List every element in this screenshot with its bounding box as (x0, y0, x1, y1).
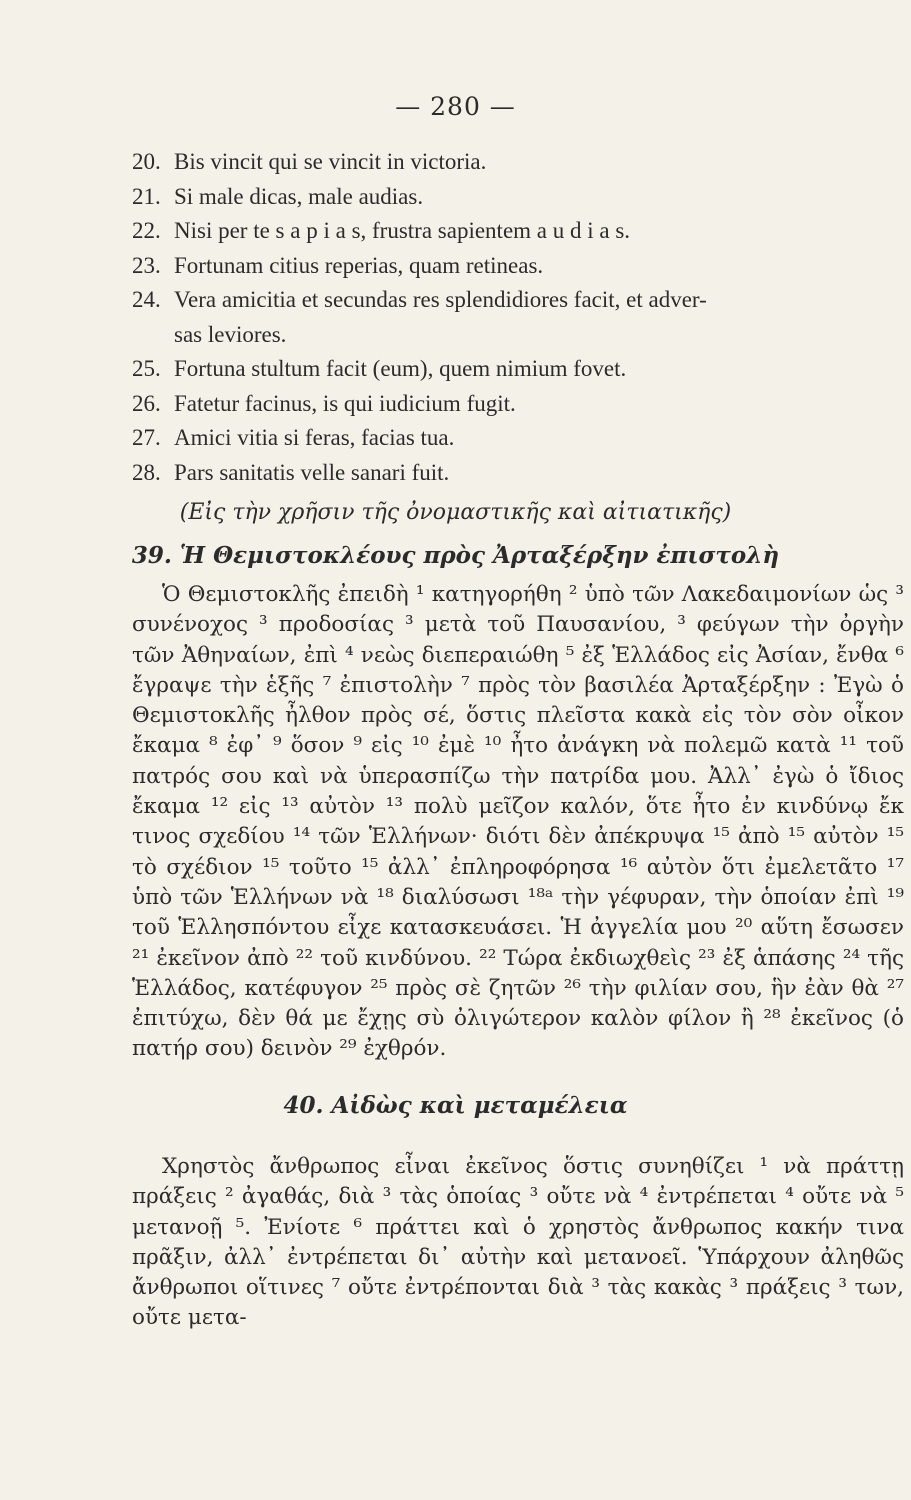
sentence-text: Nisi per te s a p i a s, frustra sapientem a u d i a s. (174, 218, 631, 243)
section-39-text: Ὁ Θεμιστοκλῆς ἐπειδὴ ¹ κατηγορήθη ² ὑπὸ τῶν Λακεδαιμονίων ὡς ³ συνένοχος ³ προδοσίας ³ μετὰ τοῦ Παυσανίου, ³ φεύγων τὴν ὀργὴν τῶν Ἀθηναίων, ἐπὶ ⁴ νεὼς διεπεραιώθη ⁵ ἐξ Ἑλλάδος εἰς Ἀσίαν, ἔνθα ⁶ ἔγραψε τὴν ἑξῆς ⁷ ἐπιστολὴν ⁷ πρὸς τὸν βασιλέα Ἀρταξέρξην : Ἐγὼ ὁ Θεμιστοκλῆς ἦλθον πρὸς σέ, ὅστις πλεῖστα κακὰ εἰς τὸν σὸν οἶκον ἔκαμα ⁸ ἐφ᾽ ⁹ ὅσον ⁹ εἰς ¹⁰ ἐμὲ ¹⁰ ἦτο ἀνάγκη νὰ πολεμῶ κατὰ ¹¹ τοῦ πατρός σου καὶ νὰ ὑπερασπίζω τὴν πατρίδα μου. Ἀλλ᾽ ἐγὼ ὁ ἴδιος ἔκαμα ¹² εἰς ¹³ αὐτὸν ¹³ πολὺ μεῖζον καλόν, ὅτε ἦτο ἐν κινδύνῳ ἔκ τινος σχεδίου ¹⁴ τῶν Ἑλλήνων· διότι δὲν ἀπέκρυψα ¹⁵ ἀπὸ ¹⁵ αὐτὸν ¹⁵ τὸ σχέδιον ¹⁵ τοῦτο ¹⁵ ἀλλ᾽ ἐπληροφόρησα ¹⁶ αὐτὸν ὅτι ἐμελετᾶτο ¹⁷ ὑπὸ τῶν Ἑλλήνων νὰ ¹⁸ διαλύσωσι ¹⁸ᵃ τὴν γέφυραν, τὴν ὁποίαν ἐπὶ ¹⁹ τοῦ Ἑλλησπόντου εἶχε κατασκευάσει. Ἡ ἀγγελία μου ²⁰ αὕτη ἔσωσεν ²¹ ἐκεῖνον ἀπὸ ²² τοῦ κινδύνου. ²² Τώρα ἐκδιωχθεὶς ²³ ἐξ ἁπάσης ²⁴ τῆς Ἑλλάδος, κατέφυγον ²⁵ πρὸς σὲ ζητῶν ²⁶ τὴν φιλίαν σου, ἣν ἐὰν θὰ ²⁷ ἐπιτύχω, δὲν θά με ἔχῃς σὺ ὀλιγώτερον καλὸν φίλον ἢ ²⁸ ἐκεῖνος (ὁ πατήρ σου) δεινὸν ²⁹ ἐχθρόν. (132, 582, 904, 1062)
latin-sentence-continuation (132, 318, 892, 353)
section-39-paragraph (132, 580, 904, 1065)
section-40-title: 40. Αἰδὼς καὶ μεταμέλεια (283, 1092, 628, 1119)
sentence-text: Fortunam citius reperias, quam retineas. (174, 252, 544, 278)
sentence-number: 21. (132, 183, 161, 209)
latin-sentence (132, 180, 892, 215)
sentence-number: 26. (132, 390, 161, 416)
latin-sentence (132, 214, 892, 249)
latin-sentence (132, 249, 892, 284)
sentence-number: 25. (132, 356, 161, 381)
section-40-body (132, 1152, 904, 1334)
sentence-number: 24. (132, 287, 161, 312)
sentence-number: 28. (132, 459, 161, 485)
sentence-text: Vera amicitia et secundas res splendidiores facit, et adver- (174, 287, 707, 312)
latin-sentence (132, 283, 892, 318)
sentence-text: sas leviores. (174, 321, 287, 347)
sentence-text: Pars sanitatis velle sanari fuit. (174, 459, 450, 485)
sentence-number (132, 318, 174, 353)
sentence-text: Amici vitia si feras, facias tua. (174, 425, 455, 450)
page-number: — 280 — (395, 92, 516, 121)
sentence-number: 22. (132, 218, 161, 243)
section-39-body (132, 580, 904, 1065)
latin-sentence (132, 352, 892, 387)
sentence-text: Fortuna stultum facit (eum), quem nimium fovet. (174, 356, 627, 381)
usage-subheading: (Εἰς τὴν χρῆσιν τῆς ὀνομαστικῆς καὶ αἰτιατικῆς) (179, 500, 732, 525)
latin-sentence (132, 145, 892, 180)
section-39-title: 39. Ἡ Θεμιστοκλέους πρὸς Ἀρταξέρξην ἐπιστολὴ (131, 542, 780, 569)
section-40-paragraph (132, 1152, 904, 1334)
latin-sentence (132, 421, 892, 456)
sentence-number: 20. (132, 149, 161, 174)
latin-sentence-list (132, 145, 892, 490)
sentence-number: 27. (132, 425, 161, 450)
sentence-text: Bis vincit qui se vincit in victoria. (174, 149, 487, 174)
latin-sentence (132, 456, 892, 491)
section-40-text: Χρηστὸς ἄνθρωπος εἶναι ἐκεῖνος ὅστις συνηθίζει ¹ νὰ πράττῃ πράξεις ² ἀγαθάς, διὰ ³ τὰς ὁποίας ³ οὔτε νὰ ⁴ ἐντρέπεται ⁴ οὔτε νὰ ⁵ μετανοῇ ⁵. Ἐνίοτε ⁶ πράττει καὶ ὁ χρηστὸς ἄνθρωπος κακήν τινα πρᾶξιν, ἀλλ᾽ ἐντρέπεται δι᾽ αὐτὴν καὶ μετανοεῖ. Ὑπάρχουν ἀληθῶς ἄνθρωποι οἵτινες ⁷ οὔτε ἐντρέπονται διὰ ³ τὰς κακὰς ³ πράξεις ³ των, οὔτε μετα- (132, 1154, 904, 1331)
sentence-number: 23. (132, 252, 161, 278)
latin-sentence (132, 387, 892, 422)
sentence-text: Fatetur facinus, is qui iudicium fugit. (174, 390, 516, 416)
sentence-text: Si male dicas, male audias. (174, 183, 424, 209)
